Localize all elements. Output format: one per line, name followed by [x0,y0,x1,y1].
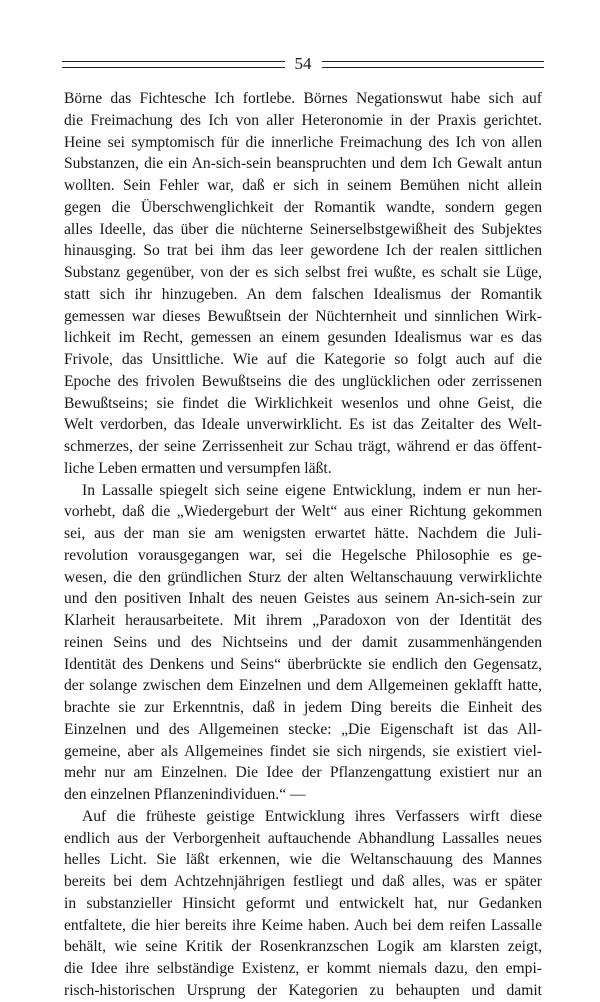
page-header [62,52,544,76]
text-line: Heine sei symptomisch für die innerliche Freimachung des Ich von allen [64,133,542,151]
text-line: sei, aus der man sie am wenigsten erwartet hätte. Nachdem die Juli- [64,525,542,542]
text-line: Einzelnen und des Allgemeinen stecke: „Die Eigenschaft ist das All- [64,720,542,738]
text-line: liche Leben ermatten und versumpfen läßt. [64,459,332,477]
text-line: gemeine, aber als Allgemeines findet sie sich nirgends, sie existiert viel- [64,742,542,760]
text-line: revolution vorausgegangen war, sei die Hegelsche Philosophie es ge- [64,546,542,564]
text-line: Börne das Fichtesche Ich fortlebe. Börnes Negationswut habe sich auf [64,90,542,107]
text-line: Welt verdorben, das Ideale unverwirklicht. Es ist das Zeitalter des Welt- [64,416,542,434]
text-line: wollten. Sein Fehler war, daß er sich in seinem Bemühen nicht allein [64,177,542,194]
text-line: gemessen war dieses Bewußtsein der Nüchternheit und sinnlichen Wirk- [64,307,542,325]
text-line: Substanz gegenüber, von der es sich selbst frei wußte, es schalt sie Lüge, [64,264,542,281]
text-line: helles Licht. Sie läßt erkennen, wie die Weltanschauung des Mannes [64,851,542,869]
text-line: die Freimachung des Ich von aller Heteronomie in der Praxis gerichtet. [64,111,542,129]
text-line: lichkeit im Recht, gemessen an einem gesunden Idealismus war es das [64,329,542,347]
text-line: risch-historischen Ursprung der Kategorien zu behaupten und damit [64,981,542,999]
text-line: vorhebt, daß die „Wiedergeburt der Welt“ aus einer Richtung gekommen [64,503,542,521]
text-line: hinausging. So trat bei ihm das leer gewordene Ich der realen sittlichen [64,242,542,260]
text-line: bereits bei dem Achtzehnjährigen festliegt und daß alles, was er später [64,873,542,890]
text-line: reinen Seins und des Nichtseins und der damit zusammenhängenden [64,633,542,651]
text-line: Frivole, das Unsittliche. Wie auf die Kategorie so folgt auch auf die [64,351,542,368]
text-line: Identität des Denkens und Seins“ überbrückte sie endlich den Gegensatz, [64,655,542,673]
paragraph [64,806,542,1002]
body-text [64,88,542,1002]
text-line: In Lassalle spiegelt sich seine eigene Entwicklung, indem er nun her- [82,481,542,499]
text-line: den einzelnen Pflanzenindividuen.“ — [64,786,306,803]
text-line: die Idee ihre selbständige Existenz, er kommt niemals dazu, den empi- [64,960,542,977]
header-rule-left [62,61,285,68]
text-line: Bewußtseins; sie findet die Wirklichkeit wesenlos und ohne Geist, die [64,394,542,412]
text-line: mehr nur am Einzelnen. Die Idee der Pflanzengattung existiert nur an [64,764,542,782]
text-line: und den positiven Inhalt des neuen Geistes aus seinem An-sich-sein zur [64,590,542,608]
text-line: Klarheit herausarbeitete. Mit ihrem „Paradoxon von der Identität des [64,612,542,629]
text-line: in substanzieller Hinsicht geformt und entwickelt hat, nur Gedanken [64,894,542,912]
paragraph [64,480,542,806]
text-line: Auf die früheste geistige Entwicklung ihres Verfassers wirft diese [82,807,542,825]
text-line: entfaltete, die hier bereits ihre Keime haben. Auch bei dem reifen Lassalle [64,916,542,934]
text-line: Epoche des frivolen Bewußtseins die des unglücklichen oder zerrissenen [64,372,542,390]
text-line: gegen die Überschwenglichkeit der Romantik wandte, sondern gegen [64,198,542,216]
text-line: endlich aus der Verborgenheit auftauchende Abhandlung Lassalles neues [64,829,542,847]
text-line: schmerzes, der seine Zerrissenheit zur Schau trägt, während er das öffent- [64,438,542,455]
paragraph [64,88,542,480]
text-line: Substanzen, die ein An-sich-sein beanspruchten und dem Ich Gewalt antun [64,155,542,173]
text-line: der solange zwischen dem Einzelnen und dem Allgemeinen geklafft hatte, [64,677,542,695]
text-line: statt sich ihr hinzugeben. An dem falschen Idealismus der Romantik [64,285,542,303]
text-line: wesen, die den gründlichen Sturz der alten Weltanschauung verwirklichte [64,568,542,586]
text-line: alles Ideelle, das über die nüchterne Seinerselbstgewißheit des Subjektes [64,220,542,238]
text-line: behält, wie seine Kritik der Rosenkranzschen Logik am klarsten zeigt, [64,938,542,956]
header-rule-right [322,61,545,68]
text-line: brachte sie zur Erkenntnis, daß in jedem Ding bereits die Einheit des [64,699,542,716]
page-number: 54 [294,54,312,73]
